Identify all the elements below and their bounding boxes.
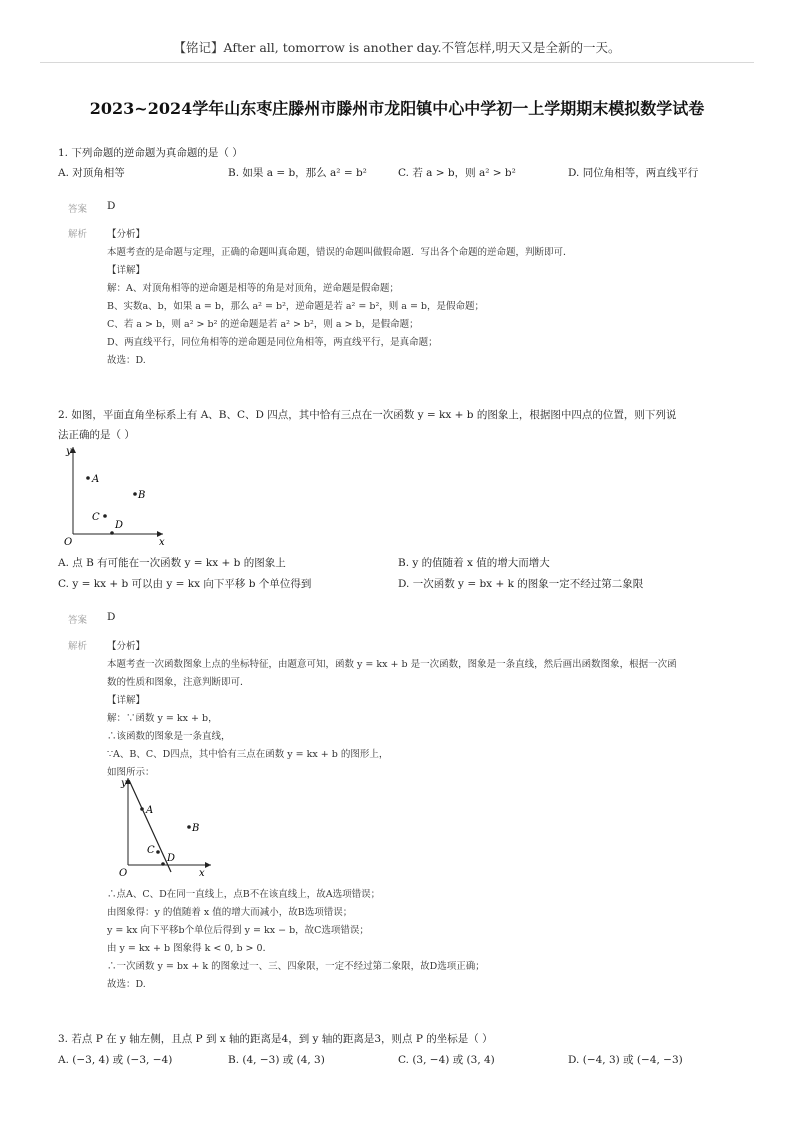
point-a-label: A bbox=[92, 474, 100, 485]
point-c bbox=[103, 514, 107, 518]
point-d bbox=[161, 862, 165, 866]
solution-line: ∴一次函数 y = bx + k 的图象过一、三、四象限，一定不经过第二象限，故D选项正确； bbox=[107, 961, 485, 972]
solution-line: C、若 a > b，则 a² > b² 的逆命题是若 a² > b²，则 a > b，是假命题； bbox=[107, 319, 419, 330]
point-b bbox=[187, 825, 191, 829]
solution-line: B、实数a、b，如果 a = b，那么 a² = b²，逆命题是若 a² = b²，则 a = b，是假命题； bbox=[107, 301, 485, 312]
question-stem: 3. 若点 P 在 y 轴左侧，且点 P 到 x 轴的距离是4，到 y 轴的距离是3，则点 P 的坐标是（ ） bbox=[58, 1033, 493, 1045]
solution-line: 本题考查的是命题与定理，正确的命题叫真命题，错误的命题叫做假命题．写出各个命题的逆命题，判断即可． bbox=[107, 247, 573, 258]
point-a bbox=[86, 476, 90, 480]
x-axis-label: x bbox=[199, 868, 205, 878]
solution-line: 故选：D. bbox=[107, 355, 146, 366]
solution-line: 由 y = kx + b 图象得 k < 0, b > 0． bbox=[107, 943, 273, 954]
option-d: D. 一次函数 y = bx + k 的图象一定不经过第二象限 bbox=[398, 578, 644, 590]
option-d: D. 同位角相等，两直线平行 bbox=[568, 167, 699, 179]
answer-label: 答案 bbox=[68, 615, 88, 626]
point-b bbox=[133, 492, 137, 496]
answer-value: D bbox=[107, 611, 116, 623]
point-d-label: D bbox=[167, 853, 176, 864]
page-motto: 【铭记】After all, tomorrow is another day.不管怎样,明天又是全新的一天。 bbox=[173, 40, 621, 55]
option-b: B. (4, −3) 或 (4, 3) bbox=[228, 1054, 325, 1066]
option-b: B. 如果 a = b，那么 a² = b² bbox=[228, 167, 367, 179]
point-b-label: B bbox=[192, 823, 200, 834]
solution-line: 【详解】 bbox=[107, 695, 146, 706]
solution-line: D、两直线平行，同位角相等的逆命题是同位角相等，两直线平行，是真命题； bbox=[107, 337, 438, 348]
solution-graph bbox=[107, 772, 219, 878]
question-stem: 2. 如图，平面直角坐标系上有 A、B、C、D 四点，其中恰有三点在一次函数 y = kx + b 的图象上，根据图中四点的位置，则下列说 bbox=[58, 409, 677, 421]
solution-line: 故选：D. bbox=[107, 979, 146, 990]
option-c: C. (3, −4) 或 (3, 4) bbox=[398, 1054, 495, 1066]
question-stem-cont: 法正确的是（ ） bbox=[58, 429, 135, 441]
point-d bbox=[110, 531, 114, 535]
solution-line: ∴该函数的图象是一条直线， bbox=[107, 731, 231, 742]
y-axis-label: y bbox=[66, 446, 72, 457]
solution-line: ∴点A、C、D在同一直线上，点B不在该直线上，故A选项错误； bbox=[107, 889, 381, 900]
page-title: 2023~2024学年山东枣庄滕州市滕州市龙阳镇中心中学初一上学期期末模拟数学试卷 bbox=[89, 99, 705, 118]
point-c-label: C bbox=[147, 845, 155, 856]
point-d-label: D bbox=[115, 520, 124, 531]
point-a bbox=[140, 807, 144, 811]
solution-line: 【分析】 bbox=[107, 641, 146, 652]
option-c: C. 若 a > b，则 a² > b² bbox=[398, 167, 516, 179]
question-stem: 1. 下列命题的逆命题为真命题的是（ ） bbox=[58, 147, 243, 159]
analysis-label: 解析 bbox=[68, 641, 88, 652]
solution-line: 由图象得：y 的值随着 x 值的增大而减小，故B选项错误； bbox=[107, 907, 353, 918]
origin-label: O bbox=[119, 868, 128, 878]
answer-value: D bbox=[107, 200, 116, 212]
solution-line: y = kx 向下平移b个单位后得到 y = kx − b，故C选项错误； bbox=[107, 925, 369, 936]
point-c-label: C bbox=[92, 512, 100, 523]
option-a: A. (−3, 4) 或 (−3, −4) bbox=[58, 1054, 173, 1066]
solution-line: 如图所示： bbox=[107, 767, 155, 778]
point-c bbox=[156, 850, 160, 854]
solution-line: 【分析】 bbox=[107, 229, 146, 240]
option-d: D. (−4, 3) 或 (−4, −3) bbox=[568, 1054, 683, 1066]
point-a-label: A bbox=[146, 805, 154, 816]
question-graph bbox=[58, 442, 168, 548]
x-axis-label: x bbox=[159, 537, 165, 548]
solution-line: 数的性质和图象，注意判断即可． bbox=[107, 677, 250, 688]
y-axis-label: y bbox=[121, 778, 127, 789]
solution-line: 解：∵函数 y = kx + b， bbox=[107, 713, 218, 724]
solution-line: 解：A、对顶角相等的逆命题是相等的角是对顶角，逆命题是假命题； bbox=[107, 283, 399, 294]
solution-line: 本题考查一次函数图象上点的坐标特征，由题意可知，函数 y = kx + b 是一次函数，图象是一条直线，然后画出函数图象，根据一次函 bbox=[107, 659, 677, 670]
answer-label: 答案 bbox=[68, 204, 88, 215]
solution-line: 【详解】 bbox=[107, 265, 146, 276]
solution-line: ∵A、B、C、D四点，其中恰有三点在函数 y = kx + b 的图形上， bbox=[107, 749, 389, 760]
origin-label: O bbox=[64, 537, 73, 548]
point-b-label: B bbox=[138, 490, 146, 501]
analysis-label: 解析 bbox=[68, 229, 88, 240]
header-divider bbox=[40, 62, 754, 63]
option-a: A. 点 B 有可能在一次函数 y = kx + b 的图象上 bbox=[58, 557, 286, 569]
option-b: B. y 的值随着 x 值的增大而增大 bbox=[398, 557, 550, 569]
option-a: A. 对顶角相等 bbox=[58, 167, 125, 179]
option-c: C. y = kx + b 可以由 y = kx 向下平移 b 个单位得到 bbox=[58, 578, 312, 590]
